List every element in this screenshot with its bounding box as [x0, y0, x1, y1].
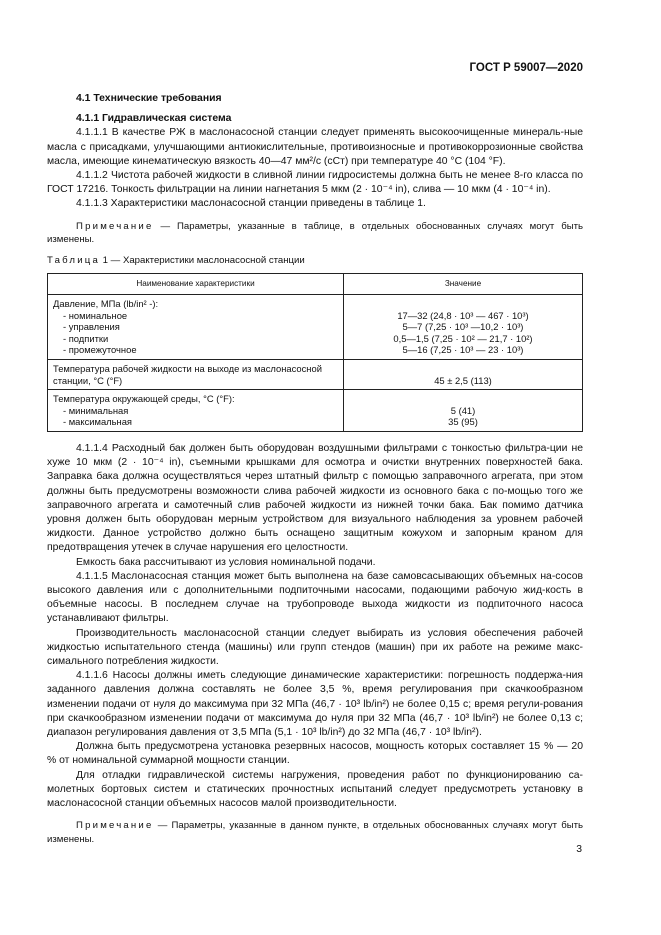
cell-fluid-temp-value	[344, 360, 583, 390]
document-body	[47, 92, 583, 846]
header-characteristic: Наименование характеристики	[48, 274, 344, 295]
pressure-item-feed: - подпитки	[63, 332, 109, 344]
cell-pressure-name	[48, 295, 344, 360]
pressure-value-intermediate: 5—16 (7,25 · 10³ — 23 · 10³)	[402, 344, 524, 356]
table-caption-text: 1 — Характеристики маслонасосной станции	[100, 255, 305, 267]
pressure-value-feed: 0,5—1,5 (7,25 · 10² — 21,7 · 10²)	[393, 332, 533, 344]
pressure-item-intermediate: - промежуточное	[63, 344, 137, 356]
note-text: — Параметры, указанные в таблице, в отдельных обоснованных случаях могут быть изменены.	[47, 220, 583, 246]
table-note	[47, 220, 583, 247]
table-row-fluid-temperature	[48, 360, 583, 390]
paragraph-station-capacity: Производительность маслонасосной станции следует выбирать из условия обеспечения рабочей жидкостью испытательного стенда (машины) или групп стендов (машин) при их работе на режиме макс-симального потребления жидкости.	[47, 627, 583, 668]
paragraph-tank-capacity: Емкость бака рассчитывают из условия номинальной подачи.	[76, 556, 376, 568]
paragraph-4-1-1-4: 4.1.1.4 Расходный бак должен быть оборудован воздушными фильтрами с тонкостью фильтра-ции не хуже 10 мкм (2 · 10⁻⁴ in), съемными крышками для осмотра и очистки внутренних поверхностей бака. Заправка бака должна осуществляться через штатный фильтр с помощью заправочного агрегата, при этом должны быть предусмотрены возможности слива рабочей жидкости из основного бака с по-мощью того же заправочного агрегата и самотечный слив рабочей жидкости из нижней точки бака. Бак помимо датчика уровня должен быть оборудован мерным устройством для визуального наблюдения за уровнем рабочей жидкости. Данное устройство должно быть оснащено защитным кожухом и запорным краном для предотвращения утечек в случае нарушения его целостности.	[47, 442, 583, 554]
paragraph-4-1-1-5: 4.1.1.5 Маслонасосная станция может быть выполнена на базе самовсасывающих объемных на-сосов высокого давления или с дополнительными подпиточными насосами, подающими рабочую жид-кость в объемные насосы. В последнем случае на трубопроводе выхода жидкости из подпиточного насоса устанавливают фильтры.	[47, 570, 583, 625]
note2-text: — Параметры, указанные в данном пункте, в отдельных обоснованных случаях могут быть изменены.	[47, 820, 583, 845]
cell-fluid-temp-name: Температура рабочей жидкости на выходе из маслонасосной станции, °С (°F)	[48, 360, 344, 390]
pressure-item-nominal: - номинальное	[63, 309, 128, 321]
characteristics-table	[47, 273, 583, 432]
paragraph-4-1-1-3: 4.1.1.3 Характеристики маслонасосной станции приведены в таблице 1.	[76, 198, 426, 210]
document-code: ГОСТ Р 59007—2020	[469, 62, 583, 74]
pressure-value-control: 5—7 (7,25 · 10³ —10,2 · 10³)	[402, 321, 524, 333]
pressure-label: Давление, МПа (lb/in² -):	[53, 298, 159, 310]
cell-ambient-temp-values	[344, 390, 583, 432]
section-heading: 4.1 Технические требования	[76, 93, 222, 104]
ambient-item-max: - максимальная	[63, 416, 132, 428]
subsection-heading: 4.1.1 Гидравлическая система	[76, 113, 232, 125]
section-note	[47, 819, 583, 846]
page-number: 3	[576, 844, 582, 855]
paragraph-low-capacity-pumps: Для отладки гидравлической системы нагружения, проведения работ по функционированию са-молетных бортовых систем и статических прочностных испытаний следует предусмотреть установку в маслонасосной станции объемных насосов малой производительности.	[47, 769, 583, 810]
ambient-item-min: - минимальная	[63, 404, 129, 416]
cell-pressure-values	[344, 295, 583, 360]
table-row-ambient-temperature	[48, 390, 583, 432]
paragraph-4-1-1-1: 4.1.1.1 В качестве РЖ в маслонасосной станции следует применять высокоочищенные минераль-ные масла с присадками, улучшающими антиокислительные, противоизносные и противокоррозионные свойства масла, имеющие кинематическую вязкость 40—47 мм²/с (сСт) при температуре 40 °С (104 °F).	[47, 127, 583, 167]
paragraph-reserve-pumps: Должна быть предусмотрена установка резервных насосов, мощность которых составляет 15 % — 20 % от номинальной суммарной мощности станции.	[47, 741, 583, 767]
header-value: Значение	[344, 274, 583, 295]
ambient-value-min: 5 (41)	[450, 404, 476, 416]
ambient-value-max: 35 (95)	[448, 416, 478, 428]
table-header-row	[48, 274, 583, 295]
pressure-item-control: - управления	[63, 321, 120, 333]
fluid-temp-value: 45 ± 2,5 (113)	[434, 374, 492, 386]
note2-label: Примечание	[76, 820, 154, 832]
paragraph-4-1-1-6: 4.1.1.6 Насосы должны иметь следующие динамические характеристики: погрешность поддержа-ния заданного давления должна составлять не более 3,5 %, время регулирования при скачкообразном изменении подачи от нуля до максимума при 32 МПа (46,7 · 10³ lb/in²) не более 0,15 с; время регули-рования при скачкообразном изменении подачи от максимума до нуля при 32 МПа (46,7 · 10³ lb/in²) не более 0,13 с; диапазон регулирования давления от 3,5 МПа (5,1 · 10³ lb/in²) до 32 МПа (46,7 · 10³ lb/in²).	[47, 670, 583, 739]
table-row-pressure	[48, 295, 583, 360]
note-label: Примечание	[76, 220, 154, 232]
ambient-temp-label: Температура окружающей среды, °С (°F):	[53, 393, 235, 405]
cell-ambient-temp-name	[48, 390, 344, 432]
paragraph-4-1-1-2: 4.1.1.2 Чистота рабочей жидкости в сливной линии гидросистемы должна быть не менее 8-го класса по ГОСТ 17216. Тонкость фильтрации на линии нагнетания 5 мкм (2 · 10⁻⁴ in), слива — 10 мкм (4 · 10⁻⁴ in).	[47, 170, 583, 196]
table-caption	[47, 254, 583, 267]
pressure-value-nominal: 17—32 (24,8 · 10³ — 467 · 10³)	[397, 309, 529, 321]
table-caption-label: Таблица	[47, 255, 101, 267]
